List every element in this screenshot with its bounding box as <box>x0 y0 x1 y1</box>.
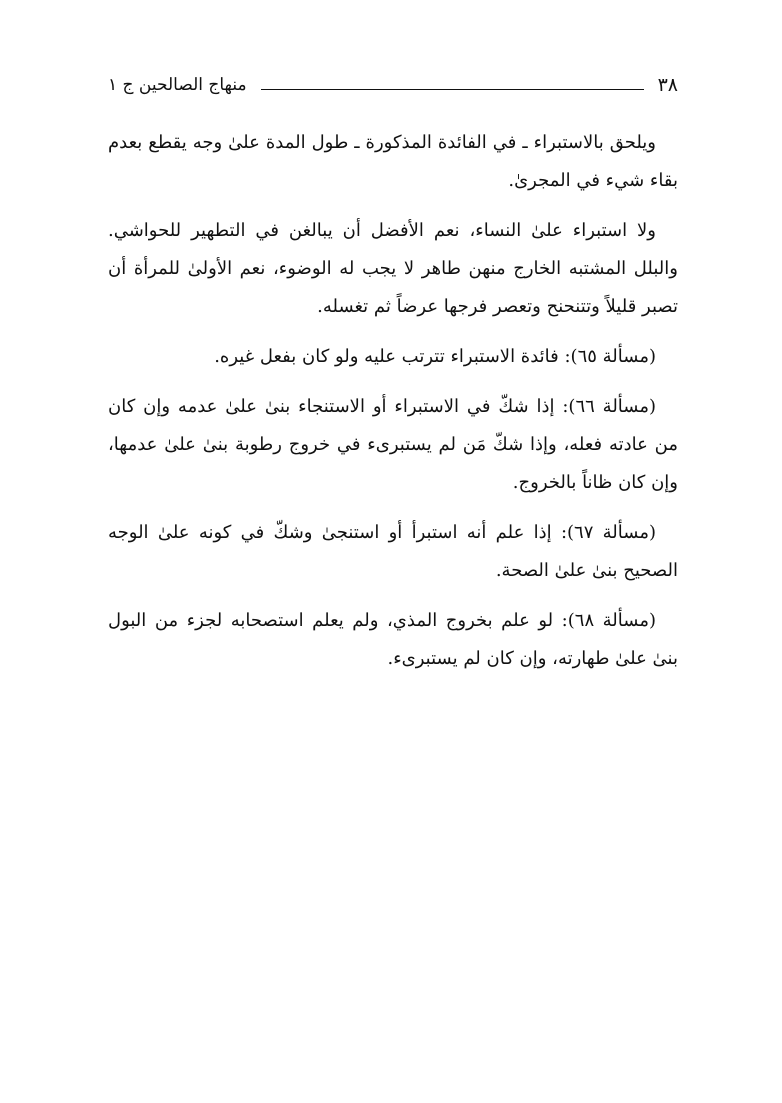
book-title: منهاج الصالحين ج ١ <box>108 75 247 95</box>
page-body <box>108 124 678 690</box>
masala-65: (مسألة ٦٥): فائدة الاستبراء تترتب عليه ولو كان بفعل غيره. <box>214 346 656 367</box>
header-rule <box>261 89 644 90</box>
masala-66: (مسألة ٦٦): إذا شكّ في الاستبراء أو الاستنجاء بنىٰ علىٰ عدمه وإن كان من عادته فعله، وإذا شكّ مَن لم يستبرىء في خروج رطوبة بنىٰ علىٰ عدمها، وإن كان ظاناً بالخروج. <box>108 396 678 493</box>
masala-67: (مسألة ٦٧): إذا علم أنه استبرأ أو استنجىٰ وشكّ في كونه علىٰ الوجه الصحيح بنىٰ علىٰ الصحة. <box>108 522 678 581</box>
paragraph-istibra-duration: ويلحق بالاستبراء ـ في الفائدة المذكورة ـ طول المدة علىٰ وجه يقطع بعدم بقاء شيء في المجرىٰ. <box>108 132 678 191</box>
paragraph-women: ولا استبراء علىٰ النساء، نعم الأفضل أن يبالغن في التطهير للحواشي. والبلل المشتبه الخارج منهن طاهر لا يجب له الوضوء، نعم الأولىٰ للمرأة أن تصبر قليلاً وتتنحنح وتعصر فرجها عرضاً ثم تغسله. <box>108 220 678 317</box>
masala-68: (مسألة ٦٨): لو علم بخروج المذي، ولم يعلم استصحابه لجزء من البول بنىٰ علىٰ طهارته، وإن كان لم يستبرىء. <box>108 610 678 669</box>
running-header <box>108 70 678 100</box>
page-number: ٣٨ <box>657 74 678 96</box>
